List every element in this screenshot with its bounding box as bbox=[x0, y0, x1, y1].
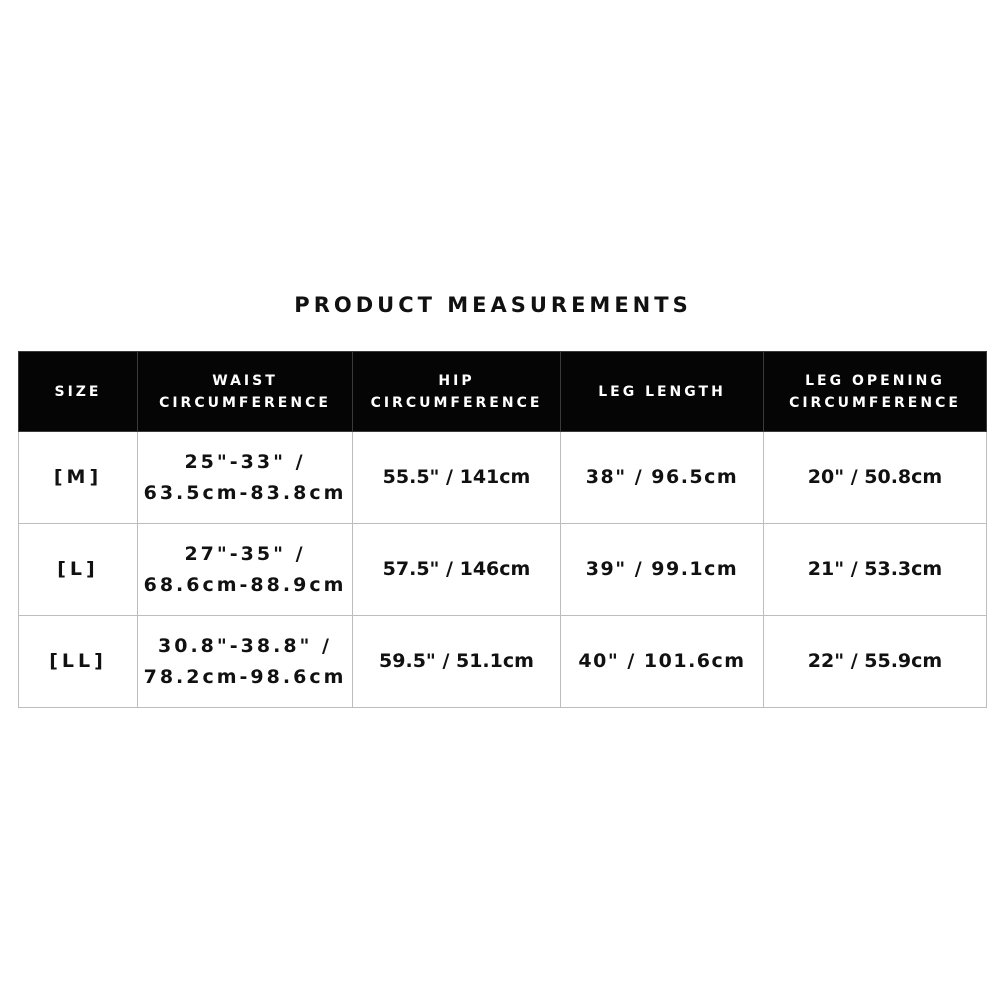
size-cell: [M] bbox=[19, 432, 138, 524]
waist-cell: 27"-35" / 68.6cm-88.9cm bbox=[138, 524, 353, 616]
header-hip-circumference: HIP CIRCUMFERENCE bbox=[353, 352, 561, 432]
header-waist-circumference: WAIST CIRCUMFERENCE bbox=[138, 352, 353, 432]
leg-length-cell: 40" / 101.6cm bbox=[561, 616, 764, 708]
leg-opening-cell: 22" / 55.9cm bbox=[764, 616, 987, 708]
page-title: PRODUCT MEASUREMENTS bbox=[294, 293, 692, 317]
leg-length-cell: 38" / 96.5cm bbox=[561, 432, 764, 524]
header-leg-length: LEG LENGTH bbox=[561, 352, 764, 432]
hip-cell: 59.5" / 51.1cm bbox=[353, 616, 561, 708]
header-leg-opening-circumference: LEG OPENING CIRCUMFERENCE bbox=[764, 352, 987, 432]
size-cell: [L] bbox=[19, 524, 138, 616]
hip-cell: 55.5" / 141cm bbox=[353, 432, 561, 524]
leg-opening-cell: 21" / 53.3cm bbox=[764, 524, 987, 616]
leg-opening-cell: 20" / 50.8cm bbox=[764, 432, 987, 524]
size-cell: [LL] bbox=[19, 616, 138, 708]
header-size: SIZE bbox=[19, 352, 138, 432]
table-row bbox=[19, 616, 987, 708]
table-row bbox=[19, 432, 987, 524]
measurements-table bbox=[18, 351, 987, 708]
table-row bbox=[19, 524, 987, 616]
waist-cell: 30.8"-38.8" / 78.2cm-98.6cm bbox=[138, 616, 353, 708]
waist-cell: 25"-33" / 63.5cm-83.8cm bbox=[138, 432, 353, 524]
table-header-row bbox=[19, 352, 987, 432]
hip-cell: 57.5" / 146cm bbox=[353, 524, 561, 616]
leg-length-cell: 39" / 99.1cm bbox=[561, 524, 764, 616]
